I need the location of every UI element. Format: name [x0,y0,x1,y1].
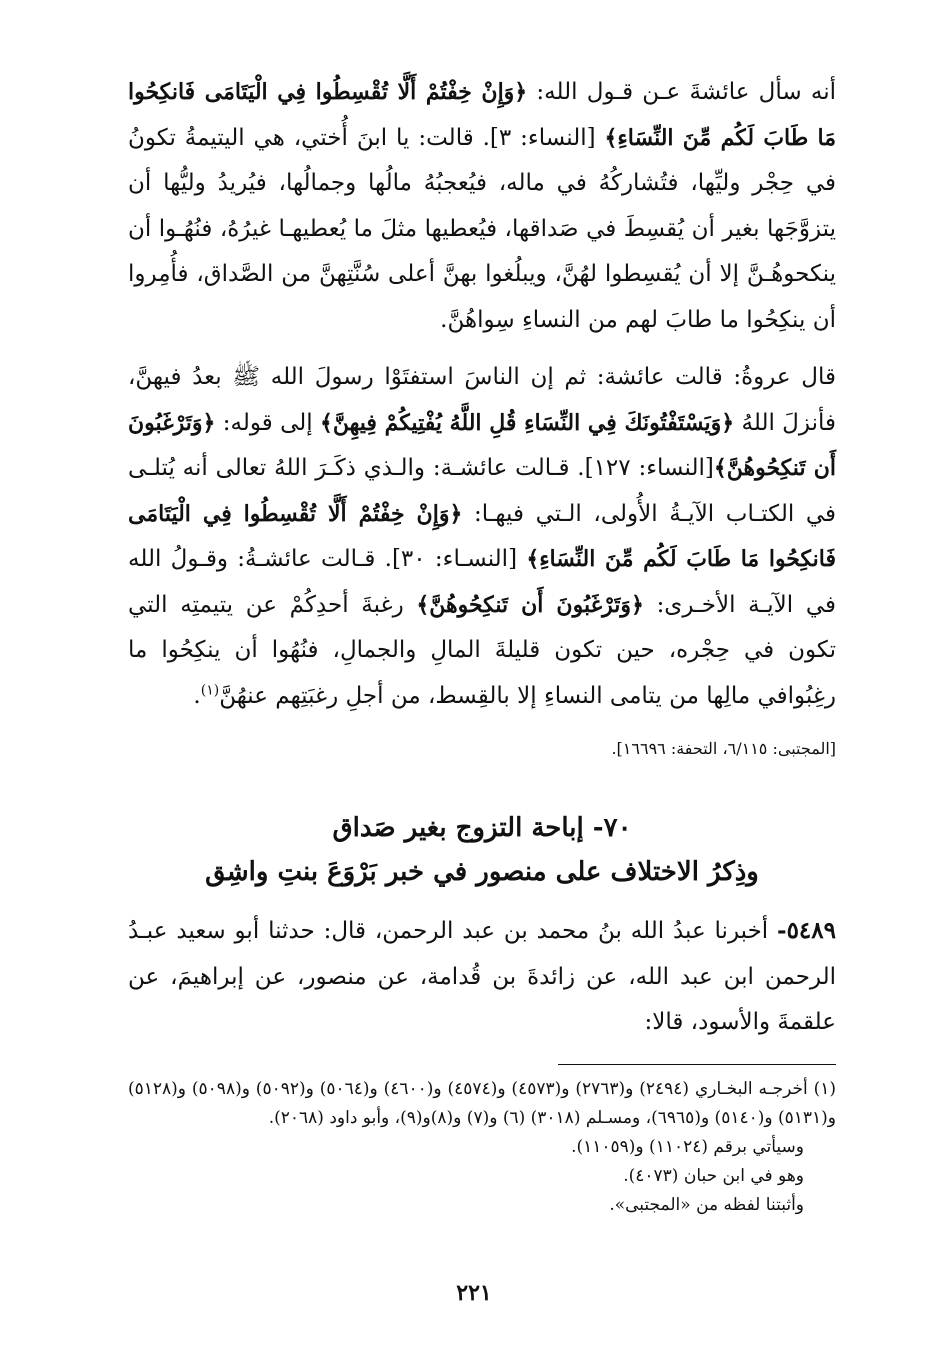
paragraph-2-text-b: إلى قوله: [215,409,321,436]
quran-verse: ﴿وَتَرْغَبُونَ أَن تَنكِحُوهُنَّ﴾ [416,591,644,618]
paragraph-2-text-e: رغبةَ أحدِكُمْ عن يتيمتِه التي تكون في حِجْره، حين تكون قليلةَ المالِ والجمالِ، فنُهُوا أن ينكِحُوا ما رغِبُوافي مالِها من يتامى النساءِ إلا بالقِسط، من أجلِ رغبَتِهم عنهُنَّ [128,591,836,709]
hadith-number: ٥٤٨٩- [777,917,836,944]
paragraph-2-text-a: قال عروةُ: قالت عائشة: ثم إن الناسَ استفتَوْا رسولَ الله ﷺ بعدُ فيهنَّ، فأنزلَ اللهُ [128,364,836,436]
chapter-heading [128,806,836,894]
footnotes [128,1075,836,1220]
paragraph-2-end: . [193,682,201,709]
quran-verse: ﴿وَإِنْ خِفْتُمْ أَلَّا تُقْسِطُوا فِي الْيَتَامَى فَانكِحُوا مَا طَابَ لَكُم مِّنَ النِّسَاءِ﴾ [128,79,837,151]
paragraph-1 [128,70,836,343]
quran-verse: ﴿وَإِنْ خِفْتُمْ أَلَّا تُقْسِطُوا فِي الْيَتَامَى فَانكِحُوا مَا طَابَ لَكُم مِّنَ النِّسَاءِ﴾ [128,500,836,572]
footnote-line: وهو في ابن حبان (٤٠٧٣). [623,1165,804,1186]
source-citation: [المجتبى: ٦/١١٥، التحفة: ١٦٦٩٦]. [611,739,836,758]
quran-verse: ﴿وَيَسْتَفْتُونَكَ فِي النِّسَاءِ قُلِ اللَّهُ يُفْتِيكُمْ فِيهِنَّ﴾ [320,409,735,436]
page-content [128,70,836,1220]
footnote-reference[interactable]: (١) [200,681,220,698]
footnote-line: وسيأتي برقم (١١٠٢٤) و(١١٠٥٩). [571,1136,804,1157]
chapter-title: ٧٠- إباحة التزوج بغير صَداق [332,813,632,843]
paragraph-1-text-b: [النساء: ٣]. قالت: يا ابنَ أُختي، هي اليتيمةُ تكونُ في حِجْر وليِّها، فتُشاركُهُ في ماله، فيُعجبُهُ مالُها وجمالُها، فيُريدُ وليُّها أن يتزوَّجَها بغير أن يُقسِطَ في صَداقها، فيُعطيها مثلَ ما يُعطيهـا غيرُهُ، فنُهُـوا أن ينكحوهُـنَّ إلا أن يُقسِطوا لهُنَّ، ويبلُغوا بهنَّ أعلى سُنَّتِهنَّ من الصَّداق، فأُمِروا أن ينكِحُوا ما طابَ لهم من النساءِ سِواهُنَّ. [128,124,836,333]
footnote-divider [558,1064,836,1065]
paragraph-1-text-a: أنه سأل عائشةَ عـن قـول الله: [527,79,836,105]
hadith-entry [128,908,836,1046]
paragraph-2-text-c: [النساء: ١٢٧]. قـالت عائشـة: والـذي ذكَـرَ اللهُ تعالى أنه يُتلـى في الكتـاب الآيـةُ الأُولى، الـتي فيهـا: [128,455,836,527]
paragraph-2-text-d: [النسـاء: ٣٠]. قـالت عائشـةُ: وقـولُ الله في الآيـة الأخـرى: [128,546,836,618]
chapter-subtitle: وذِكرُ الاختلاف على منصور في خبر بَرْوَعَ بنتِ واشِق [205,857,759,887]
page-number: ٢٢١ [456,1280,492,1306]
quran-verse: ﴿وَتَرْغَبُونَ أَن تَنكِحُوهُنَّ﴾ [128,409,836,481]
footnote-line: وأثبتنا لفظه من «المجتبى». [609,1194,804,1215]
hadith-text: أخبرنا عبدُ الله بنُ محمد بن عبد الرحمن، قال: حدثنا أبو سعيد عبـدُ الرحمن ابن عبد الله، عن زائدةَ بن قُدامة، عن منصور، عن إبراهيمَ، عن علقمةَ والأسود، قالا: [128,918,836,1035]
paragraph-2 [128,355,836,719]
footnote-1: (١) أخرجـه البخـاري (٢٤٩٤) و(٢٧٦٣) و(٤٥٧٣) و(٤٥٧٤) و(٤٦٠٠) و(٥٠٦٤) و(٥٠٩٢) و(٥٠٩٨) و(٥١٢٨) و(٥١٣١) و(٥١٤٠) و(٦٩٦٥)، ومسـلم (٣٠١٨) (٦) و(٧) و(٨)و(٩)، وأبو داود (٢٠٦٨). [128,1078,837,1128]
